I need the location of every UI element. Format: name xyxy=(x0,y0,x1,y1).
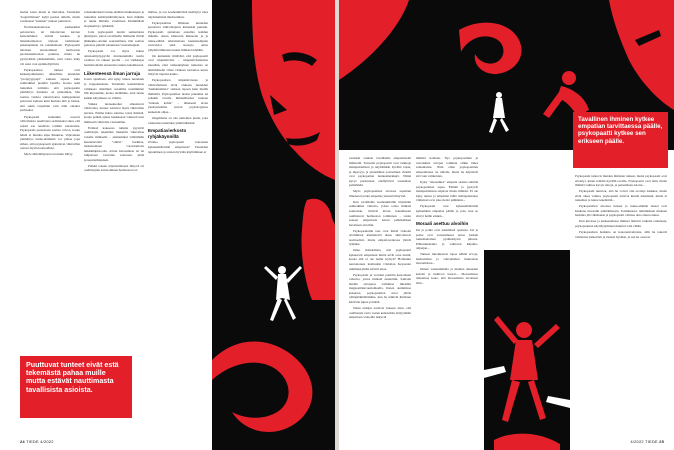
paragraph: Psykopaattien tunteet ovat keskenjonkinaista alkeellisia tunteiden "protytyyppejä" samaan tapaan kuin esimerkiksi pieniltä lapsilla. Koska sekä tunteiden toiminta että psykopaatin ymmärrys tunteista on pinnallista, hän saattaa vanhoa rakastavansa kumppaniaan palavasti samaan kuin hurinaa tätä ja lutista, että sekin tarpahtuu vain näin ontakoi parhaaksi. xyxy=(20,67,80,113)
paragraph: On kuitenkin riittävätä, että psykopaatit ovat impulsiivisia – impulsiivisuutensa itsestään, ettei vaikeakäyinen tunteissa on ärimmäiselle vihan viriksen tuotantoa kussa liittyvät taipuisi kauko. xyxy=(148,53,208,77)
paragraph: Psykopaattisia tällainen tunteiden perustuva väkivaltajarru kuitenkin puuttuu. Psykopaatti ajattelaan ennallaa kahden mikään. Asian kiinnostu kiinnostu ja ja tunne-elämä tahtomattaan kaukaisempien vertevistoi sekä nostojia antaa ympäritöiminnan tunteis ihmisten hädälle. xyxy=(148,20,208,52)
paragraph: Psykopaatteille taas ovat liittää videoita aivtiimissä käsittelevät aluee aktivoituvat normaalisti, mutta empatiaverkossa jäävät tyhjäksi. xyxy=(349,228,411,247)
paragraph: Psykopaatit kuitenkin osoavat välivaltaista nauttivista sadistiseksi siksi, että saitait saa nauttivia toimiin sanattomia. Psykopaatti puolestaan saattaa toivoa, koska häntä ei muidea kipu liikuntaa. Vajavainen ymmärrys tunne-elämästä voi johtaa jopa siihen, että psykopaatit ajattelevat väkivallan olevan täysin luonnollista. xyxy=(20,114,80,151)
paragraph: Isä ja poika ovat tekemässä opetusta. Isä ja poika ovat varastamassa autoa jonkun tuntemattoman pysäköidystä pihasta. Eläinrakentama ja vaihtavat kilpailu-ohjaajan... xyxy=(416,228,478,251)
paragraph: Eräässä kokeessa tutkijat pyysivät osallistujia tekemään lekkeistä väkivaltaa toiselle ihmiselle – esimerkiksi väittämään kuuntelevaltä "ohirin" harkilaa, laukaisemaan varoittamotta leikkimäpistoolia. Aivan kuvaamista tsi tai tulipanaan vauvalan sanotaan, pitää prosentteihipuisen. xyxy=(84,125,144,162)
paragraph: Psykopaatit voi myös hakea adrenaaliiyöppyvää murtautumalla kuvin vaalissa tai oikean puolin – tai valikkajaa harmattomalla entonnista tunuta tekemisessä. xyxy=(84,49,144,68)
paragraph: Kyky "oikosulkea" empatia saattaa selittää psykopaattien tapaa. Elämät ja pystyvät manipuloimaan taipuvat muita ihmisiä. Ei ole kyky tuntea ja empatian lähtö tiettäpoikaansa viimeissä ovat joko tiedot päähänsä... xyxy=(416,180,478,203)
illustration-left xyxy=(212,0,335,450)
paragraph: ihmisiä kohtaan. Nyt psykopaattien ja verrokkien aivojen toiminta olikin lähes samanlaista. Näin ollen psykopaattien empaattisuus on tallella, mutta he käyttävät sitä vain valikoiden. xyxy=(416,156,478,179)
text-column-1 xyxy=(20,10,80,158)
paragraph: Sitten tutkijat toistivat kokeen siten, että osallistujia varta vasten kehotettiin eläytymään empatiaan videoilla näkyviä xyxy=(349,305,411,320)
paragraph: Psykopaatit tuntevat muiden ihmisten tunteet, mutta psykopaatit ovat eristetyt, kuten erittäin hyvällä tavalla. Psykopaatit ovat tietä, mutta ihmisiä vaihtaa kyvyn taitoja, ja pelaamisen asioita... xyxy=(575,174,667,188)
issue-label: 4/2022 xyxy=(630,439,644,444)
paragraph: Psykopaattien impulsiivisuus ja väkivaltaisuus eivät olekaan tunteiden "kiehahtamista" samaan tapaan kuin muilla ihmisillä. Psykopaattien tiedon puuskina tai jollakin tavalla ihmiselliseksi tunteen "tunteen kohtu" – läheisesti aivan yksityistemme kuvan psykologiassa keskeisin ohjaa... xyxy=(148,78,208,114)
paragraph: todennäköisesti tunne-elämän mukkauteen ja tunteiden kehittymättömyteen. Kun mikään ei tunnu miltään, vaadittaan äärimmäisiä ärsykkeitä jo tylkkäitä. xyxy=(84,10,144,28)
paragraph: Onnen vaaleemmalla ja muiden aikauden kohdat ja muittoot nuorat... Moraalisissa tilanteissa koko, että moraalisista tavoitteet siitä... xyxy=(416,267,478,286)
illustration-bottom-svg xyxy=(484,250,570,450)
paragraph: Onko mahdollista, että psykopaatit kykenevät empatiaan mutta eivät osaa nuttiä, koska sitä ei ole heille hyötyä? Hollannin neurotieteen instituutin Christian Keysersin tutkimusryhmä selvitti asiaa. xyxy=(349,248,411,271)
paragraph: Vaikka tunteekuohut aiheuttavat väkivaltaa, tunteet toimivat myös väkivallan jarruna. Emme halua satuttaa toista ihmistä, koska pelkää ajatus kaukkaaan vaikeroivasta ihmisestä väkivalta vastaamme. xyxy=(84,101,144,124)
paragraph: Psykopaattien harkinta on kokonaisvaltaista, sillä he tekevät valintansa järkevästi ja itsensä hyväksi, ja sen he osaavat. xyxy=(575,230,667,239)
text-column-2 xyxy=(84,10,144,174)
folio-right xyxy=(630,439,664,444)
paragraph: laulun sanat mutta ei melodiaa. Tunteiden "kognitiivinen" kyljä puolen tallella, mutta varsinaiset "kuumat" tunteet puuttuvat. xyxy=(20,10,80,24)
illustration-bottom xyxy=(484,250,570,450)
subheading: Empatiavierkosto ryhjäkäynnillä xyxy=(148,128,187,139)
text-column-5 xyxy=(416,156,478,287)
subheading: Liikenteessä ilman jarruja xyxy=(84,70,141,76)
illustration-left-svg xyxy=(212,0,335,450)
pull-quote-text: Tavallinen ihminen kytkee empatian tarvittaessa päälle, psykopaatti kytkee sen erikseen päälle. xyxy=(578,116,663,145)
paragraph: Ongelmana on siis tunteiden puute, joka vaikeuttaa tunteiden ymmärtämistä. xyxy=(148,116,208,125)
page-number: 24 xyxy=(20,439,25,444)
pull-quote-text: Puuttuvat tunteet eivät estä tekemästä pahaa muille mutta estävät nauttimasta tavallisista asioista. xyxy=(26,361,119,394)
subheading: Moraali asettuu alvoihin xyxy=(416,221,469,227)
magazine-name: TIEDE xyxy=(26,439,39,444)
paragraph: Normaaleistantosaa esimerkiksi pelottavien tai inhottavien kuvien katseleminen viritää keskus- ja ääreishermoston täyteen toimintaan: pakennemaan tai taistelemaan. Psykopaatti taltaisen autonominen hermoston puolustusmuodon puuttuu, mutta he pystyvätkin päättelemään, ettei toista näky vät asiat ovat epämiellyttäviä. xyxy=(20,25,80,66)
paragraph: Psykopaatit ovat kykenemättömiä kytkemään empatiaa päälle ja pois, kun se siirryt heille eduksi... xyxy=(416,204,478,218)
page-number: 25 xyxy=(659,439,664,444)
text-column-4 xyxy=(349,156,411,321)
paragraph: Myös psykopaattien aivoissa tapahtuu ilmeisesti jotain empatiaa yleensä liittyvää. xyxy=(349,189,411,198)
pull-quote-right xyxy=(573,112,668,168)
paragraph: Psykopaatit ja verrokit panttiin katsomaan videoita, joissa ihmisiä satutettiin. Samalla heidän aivojensa toimintaa mitattiin magneettikuvauslaitteella. Kuten aiemmissa kokeissa, psykopaattien aivot jäivät välinpitämättömiksi, kun he näkivät ihmisten kärsivän kipua ja hätää. xyxy=(349,272,411,304)
paragraph: Usein ajatellaan, että kyky tuntea tunteiden ja trappokinenna. Tunteiden kaahattamaa valikkaaa riidelinnä osaamme uusiimmien lilli kirjaamme, koska tiedämme, ettei tunne kaikki kärymisen on vääriin. xyxy=(84,77,144,100)
paragraph: Psykopaatit tuntevat, että he voivat olla erottaja kaikkea, mutta eivät oikea valinta, psykopaatit taitavat kuulla tekemisiä, mutta ei tuntemus ja tunne tekemättä... xyxy=(575,189,667,203)
paragraph: varmasti onnistu tavallisella empaattisella ihmisellä. Toisaalta psykopaatit ovat tarkkoja manipuloimaan ja näyttämään hyvältä toisia, ja läpevyys ja pinnallinen sosiaalinen charmi ovat psykopatian tunnusmerkkejä. Näinä kyvyt puolestaan edellyttävät sosiaalista pelisilmää. xyxy=(349,156,411,188)
paragraph: mintaa, ja osa koehenkilöistä kieltäytyi edes näyttelemästä murhaamista. xyxy=(148,10,208,19)
magazine-name: TIEDE xyxy=(645,439,658,444)
paragraph: Myös äärielämysten tavoittelu liittyy xyxy=(24,152,73,157)
right-page xyxy=(339,0,674,450)
text-column-3 xyxy=(148,10,208,156)
text-column-6 xyxy=(575,174,667,241)
paragraph: Psykopaattien aivoissa tunteet ja tunne-elämän alueet ovat kaukana moraalin päättämisestä. Toiminnassa tutkimuksen mukaan harkinta jää vähäiseksi ja psykopaatti valitsee aina oman etunsa. xyxy=(575,204,667,218)
paragraph: Kun tavallisille koehenkilöille näytetään esimerkiksi videoita, joissa toista ihmistä satutetaan, viriävät kivun kokemiseen osallistuvat hermoston toiminnan – toisin sanoen empatiasta kivun pelkästääsan havaitaan aivoihin. xyxy=(349,199,411,227)
paragraph: Tunteet muokkaavat tapaa nähdä arvoja, heikomman ja vahvemman muutoksia moraalisissa... xyxy=(416,252,478,266)
paragraph: Pelkkä toksan näyttelemiseen liittyvä eri osallistujien autonominen hermoston toi- xyxy=(84,163,144,173)
paragraph: Jotta psykopaatti tuntisi samanlaista jännitystä, johon tavalliselle ihmiselle riittää jääkiekko-ottelun seuraaminen, hän saattaa pakottaa pidellä saisuniaan vastaantuljaan. xyxy=(84,29,144,48)
pull-quote-left xyxy=(20,356,132,418)
folio-left xyxy=(20,439,54,444)
issue-label: 4/2022 xyxy=(40,439,54,444)
paragraph: Kun kuvassa ja keskustelussa ihmiset näkivät vaikeita ratkaisuja, psykopaattien käyttäytyminen muuttui vain vähän. xyxy=(575,219,667,228)
left-page xyxy=(0,0,335,450)
paragraph: Ovatko psykopaatit kokonaan kykenemättömiä empatiaan? Tunteiden tajuaminen ja toisten hyvään käyttäminen ei xyxy=(148,140,208,154)
